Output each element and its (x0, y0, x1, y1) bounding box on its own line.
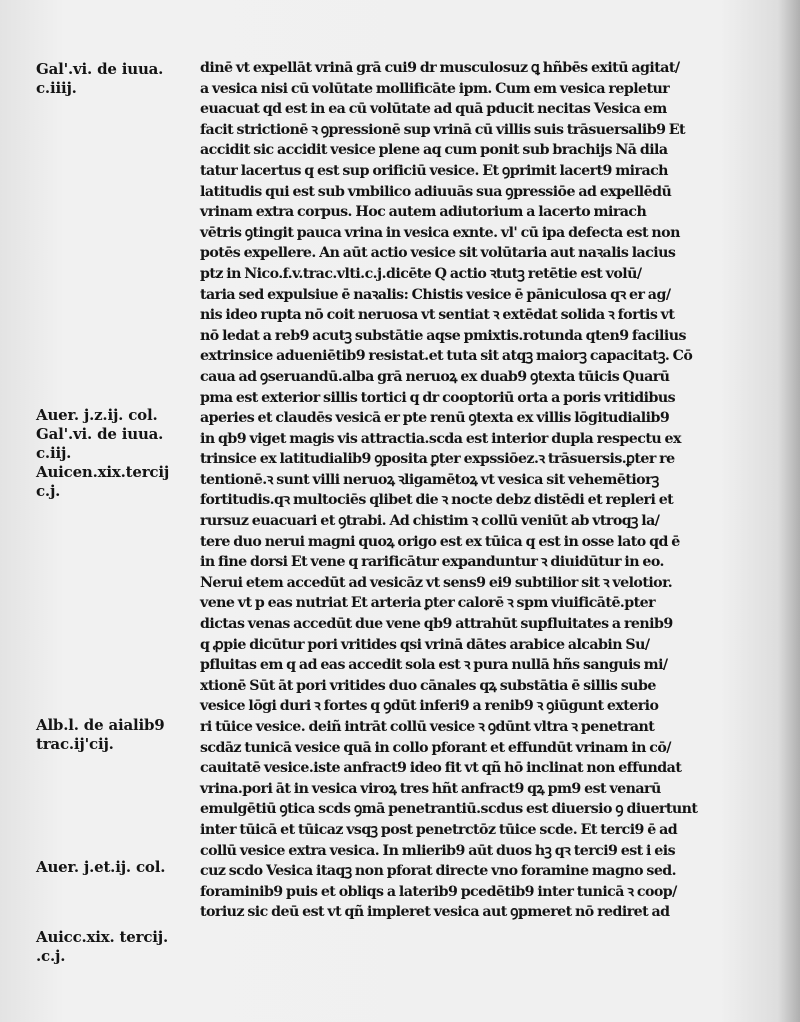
page-gutter-shadow (778, 0, 800, 1022)
marginal-note-line: Gal'.vi. de iuua. (36, 425, 164, 443)
marginal-note-averroes-galen-avicenna (36, 406, 186, 501)
marginal-note-line: Alb.l. de aialib9 (36, 716, 165, 734)
text-line: a vesica nisi cū volūtate mollificāte ipm. Cum em vesica repletur (200, 80, 670, 97)
marginal-note-line: c.iij. (36, 444, 72, 462)
text-line: pfluitas em q ad eas accedit sola est ꝛ pura nullā hñs sanguis mi/ (200, 657, 668, 674)
text-line: taria sed expulsiue ē naꝛalis: Chistis vesice ē pāniculosa qꝛ er ag/ (200, 286, 671, 303)
marginal-note-line: c.j. (36, 482, 61, 500)
marginal-note-averroes (36, 858, 186, 877)
text-line: scdāz tunicā vesice quā in collo pforant et effundūt vrinam in cō/ (200, 739, 671, 756)
marginal-notes (36, 0, 186, 1022)
text-line: Nerui etem accedūt ad vesicāz vt sens9 ei9 subtilior sit ꝛ velotior. (200, 574, 673, 591)
marginal-note-albertus (36, 716, 186, 754)
text-line: trinsice ex latitudialib9 ꝯposita ꝑter expssiōez.ꝛ trāsuersis.ꝑter re (200, 451, 675, 468)
marginal-note-line: Auicc.xix. tercij. (36, 928, 169, 946)
text-line: inter tūicā et tūicaz vsqꝫ post penetrctōz tūice scde. Et terci9 ē ad (200, 821, 678, 838)
text-line: vrinam extra corpus. Hoc autem adiutorium a lacerto mirach (200, 204, 647, 221)
text-line: accidit sic accidit vesice plene aq cum ponit sub brachijs Nā dila (200, 142, 668, 159)
marginal-note-line: Gal'.vi. de iuua. (36, 60, 164, 78)
marginal-note-line: trac.ij'cij. (36, 735, 114, 753)
text-line: vesice lōgi duri ꝛ fortes q ꝯdūt inferi9 a renib9 ꝛ ꝯiūgunt exterio (200, 698, 659, 715)
text-line: vrina.pori āt in vesica viroꝝ tres hñt anfract9 qꝝ pm9 est venarū (200, 780, 661, 797)
text-line: vene vt p eas nutriat Et arteria ꝑter calorē ꝛ spm viuificātē.pter (200, 595, 656, 612)
main-text-column (200, 58, 745, 923)
marginal-note-line: Auer. j.et.ij. col. (36, 858, 166, 876)
marginal-note-line: Auicen.xix.tercij (36, 463, 170, 481)
text-line: xtionē Sūt āt pori vritides duo cānales qꝝ substātia ē sillis sube (200, 677, 656, 694)
text-line: tentionē.ꝛ sunt villi neruoꝝ ꝛligamētoꝝ vt vesica sit vehemētiorꝫ (200, 471, 659, 488)
text-line: dinē vt expellāt vrinā grā cui9 dr musculosuz ꝗ hñbēs exitū agitat/ (200, 60, 680, 76)
text-line: latitudis qui est sub vmbilico adiuuās sua ꝯpressiōe ad expellēdū (200, 183, 672, 200)
text-line: ri tūice vesice. deiñ intrāt collū vesice ꝛ ꝯdūnt vltra ꝛ penetrant (200, 719, 655, 735)
text-line: tatur lacertus q est sup orificiū vesice. Et ꝯprimit lacert9 mirach (200, 162, 668, 179)
text-line: vētris ꝯtingit pauca vrina in vesica exnte. vl' cū ipa defecta est non (200, 224, 680, 241)
text-line: rursuz euacuari et ꝯtrabi. Ad chistim ꝛ collū veniūt ab vtroqꝫ la/ (200, 513, 660, 530)
text-line: emulgētiū ꝯtica scds ꝯmā penetrantiū.scdus est diuersio ꝯ diuertunt (200, 801, 698, 818)
text-line: in qb9 viget magis vis attractia.scda est interior dupla respectu ex (200, 430, 681, 447)
text-line: fortitudis.qꝛ multociēs qlibet die ꝛ nocte debz distēdi et repleri et (200, 492, 674, 509)
text-line: tere duo nerui magni quoꝝ origo est ex tūica q est in osse lato qd ē (200, 533, 680, 550)
text-line: cauitatē vesice.iste anfract9 ideo fit vt qñ hō inclinat non effundat (200, 760, 682, 777)
text-line: nis ideo rupta nō coit neruosa vt sentiat ꝛ extēdat solida ꝛ fortis vt (200, 307, 675, 324)
marginal-note-line: c.iiij. (36, 79, 77, 97)
text-line: toriuz sic deū est vt qñ impleret vesica aut ꝯpmeret nō rediret ad (200, 904, 670, 921)
text-line: ptz in Nico.f.v.trac.vlti.c.j.dicēte Q actio ꝛtutꝫ retētie est volū/ (200, 265, 642, 282)
marginal-note-avicenna (36, 928, 186, 966)
text-line: foraminib9 puis et obliqs a laterib9 pcedētib9 inter tunicā ꝛ coop/ (200, 883, 677, 900)
text-line: pma est exterior sillis tortici q dr cooptoriū orta a poris vritidibus (200, 389, 676, 406)
marginal-note-galen-1 (36, 60, 186, 98)
text-line: collū vesice extra vesica. In mlierib9 aūt duos hꝫ qꝛ terci9 est i eis (200, 842, 676, 859)
text-line: cuz scdo Vesica itaqꝫ non pforat directe vno foramine magno sed. (200, 863, 677, 880)
text-line: extrinsice adueniētib9 resistat.et tuta sit atqꝫ maiorꝫ capacitatꝫ. Cō (200, 348, 693, 365)
text-line: facit strictionē ꝛ ꝯpressionē sup vrinā cū villis suis trāsuersalib9 Et (200, 121, 686, 138)
marginal-note-line: Auer. j.z.ij. col. (36, 406, 158, 424)
text-line: potēs expellere. An aūt actio vesice sit volūtaria aut naꝛalis lacius (200, 245, 676, 262)
text-line: dictas venas accedūt due vene qb9 attrahūt supfluitates a renib9 (200, 616, 673, 633)
text-line: caua ad ꝯseruandū.alba grā neruoꝝ ex duab9 ꝯtexta tūicis Quarū (200, 368, 670, 385)
text-line: nō ledat a reb9 acutꝫ substātie aqse pmixtis.rotunda qten9 facilius (200, 327, 686, 344)
text-line: euacuat qd est in ea cū volūtate ad quā pducit necitas Vesica em (200, 101, 667, 118)
text-line: aperies et claudēs vesicā er pte renū ꝯtexta ex villis lōgitudialib9 (200, 410, 670, 427)
text-line: in fine dorsi Et vene q rarificātur expanduntur ꝛ diuidūtur in eo. (200, 554, 664, 571)
marginal-note-line: .c.j. (36, 947, 66, 965)
text-line: q ꝓpie dicūtur pori vritides qsi vrinā dātes arabice alcabin Su/ (200, 636, 650, 653)
